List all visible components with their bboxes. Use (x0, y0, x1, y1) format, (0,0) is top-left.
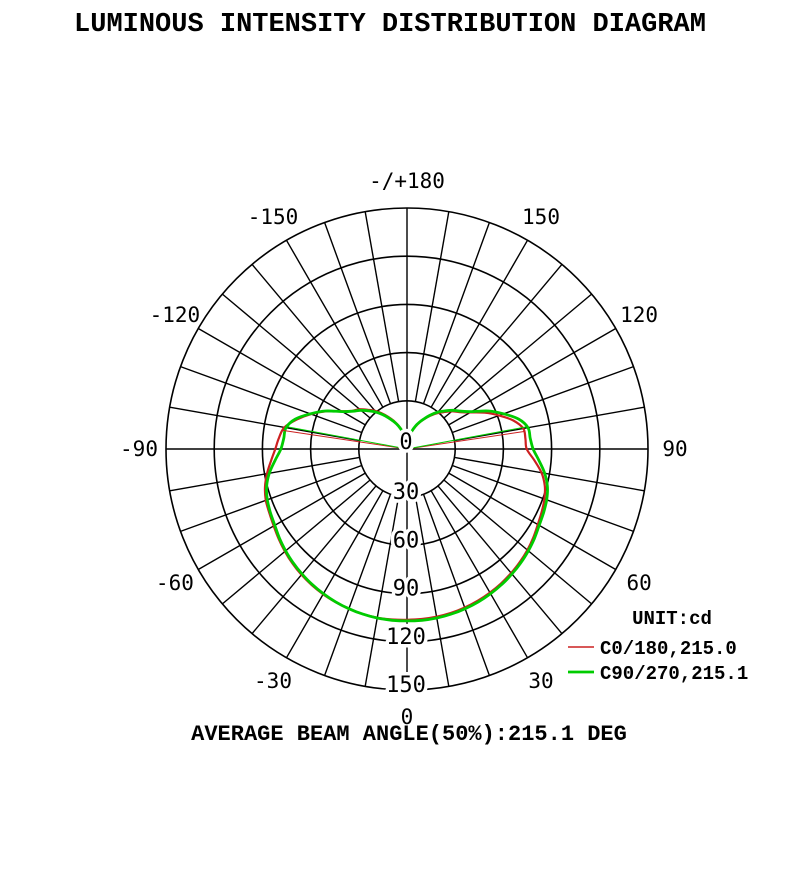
polar-spoke (444, 294, 592, 418)
polar-spoke (415, 212, 448, 402)
polar-spoke (325, 494, 391, 675)
average-beam-angle-text: AVERAGE BEAM ANGLE(50%):215.1 DEG (191, 722, 627, 747)
angle-label: 0 (400, 705, 414, 729)
polar-spoke (455, 457, 645, 490)
legend (568, 608, 748, 685)
polar-spoke (287, 240, 383, 407)
polar-spoke (452, 367, 633, 433)
angle-label: -150 (247, 204, 299, 229)
polar-spoke (222, 294, 370, 418)
polar-spoke (449, 473, 616, 569)
ring-label: 150 (386, 673, 426, 698)
polar-spoke (325, 223, 391, 404)
legend-unit-label: UNIT:cd (632, 608, 712, 630)
legend-item-c0-180 (568, 638, 737, 660)
legend-label-c90-270: C90/270,215.1 (600, 663, 749, 685)
angle-label: 120 (620, 303, 659, 327)
ring-label: 90 (392, 576, 420, 602)
polar-spoke (444, 480, 592, 604)
polar-spoke (222, 480, 370, 604)
polar-spoke (438, 264, 562, 412)
ring-label: 60 (392, 528, 420, 554)
legend-item-c90-270 (568, 663, 748, 685)
polar-spoke (365, 212, 398, 402)
angle-label: -30 (254, 669, 292, 694)
polar-spoke (181, 367, 362, 433)
legend-label-c0-180: C0/180,215.0 (600, 638, 737, 660)
center-zero-label: 0 (399, 430, 413, 455)
angle-label: 30 (528, 669, 554, 694)
beam-edge-line-c0-180 (283, 430, 407, 449)
angle-label: 150 (522, 204, 560, 229)
beam-edge-line-c90-270 (287, 427, 407, 449)
angle-label: -/+180 (369, 169, 445, 193)
angle-label: 90 (662, 437, 688, 461)
angle-label: -120 (149, 303, 201, 327)
beam-edge-line-c0-180 (407, 432, 524, 450)
ring-label: 120 (386, 624, 426, 650)
polar-spoke (415, 497, 448, 687)
polar-spoke (198, 473, 365, 569)
polar-spoke (424, 494, 490, 675)
ring-label: 30 (392, 480, 420, 506)
angle-label: -60 (155, 571, 194, 595)
angle-label: -90 (120, 437, 158, 461)
polar-spoke (252, 264, 376, 412)
page-title: LUMINOUS INTENSITY DISTRIBUTION DIAGRAM (74, 10, 706, 40)
angle-label: 60 (626, 571, 652, 595)
polar-spoke (431, 240, 527, 407)
polar-spoke (424, 223, 490, 404)
beam-edge-line-c90-270 (407, 427, 527, 449)
